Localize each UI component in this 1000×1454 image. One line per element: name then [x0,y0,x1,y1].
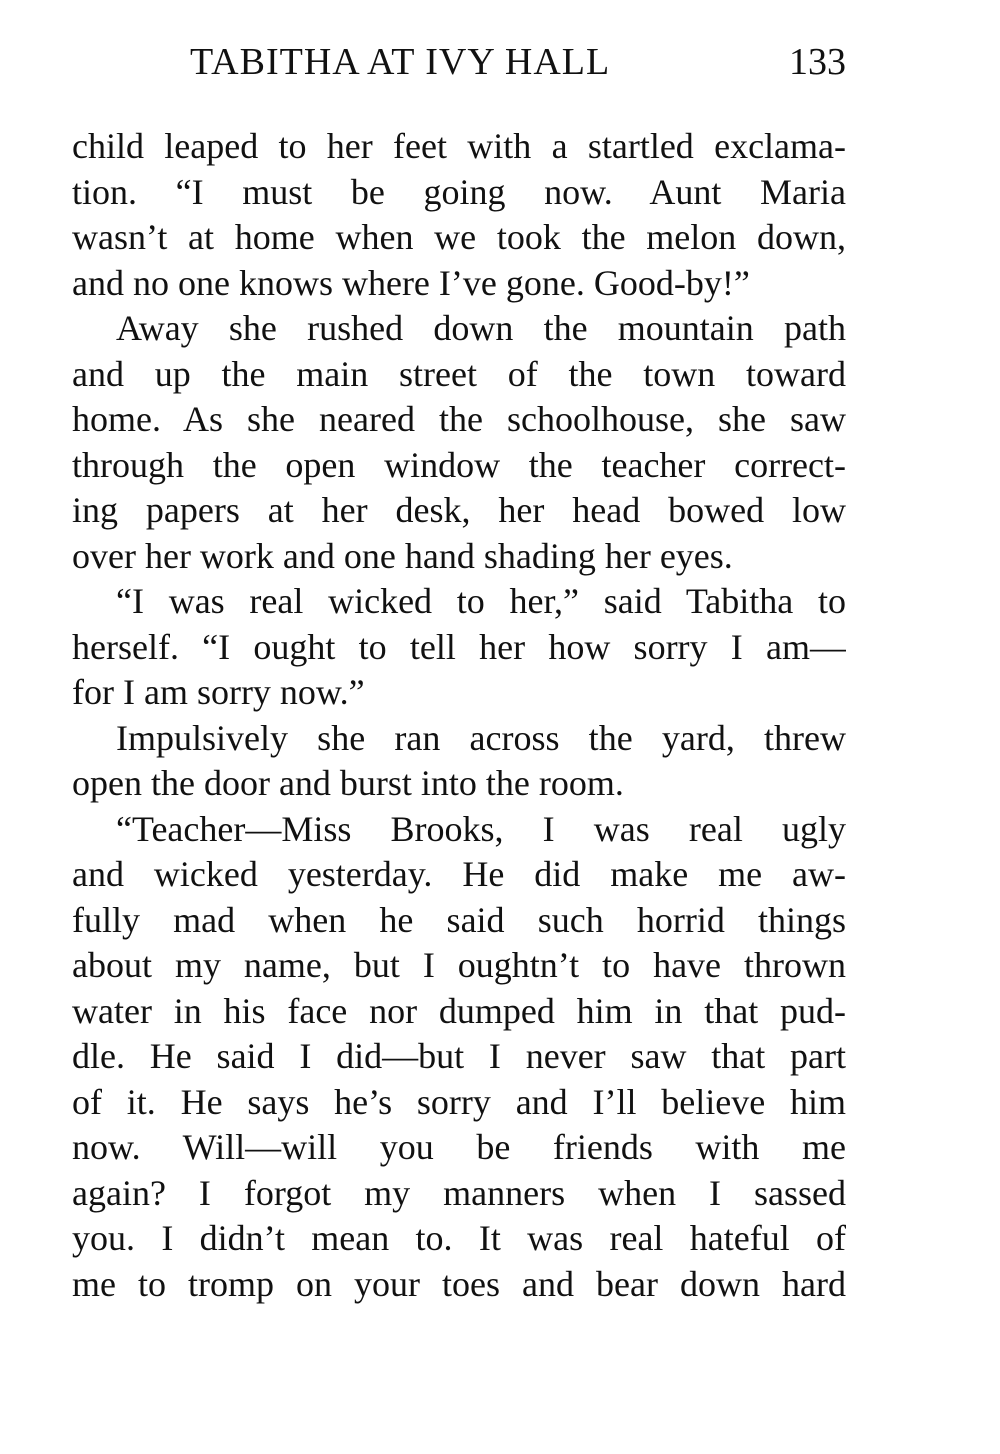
text-line: Away she rushed down the mountain path [116,308,846,348]
text-line: home. As she neared the schoolhouse, she saw [72,399,846,439]
text-line: and up the main street of the town toward [72,353,846,394]
text-line: open the door and burst into the room. [72,763,624,803]
text-line: for I am sorry now.” [72,672,365,712]
body-text [72,124,846,1307]
text-line: wasn’t at home when we took the melon down, [72,217,846,257]
text-line: ing papers at her desk, her head bowed low [72,490,846,530]
running-title: TABITHA AT IVY HALL [190,41,611,83]
text-line: Impulsively she ran across the yard, threw [116,717,846,758]
text-line: about my name, but I oughtn’t to have thrown [72,945,846,985]
text-line: “I was real wicked to her,” said Tabitha to [116,581,846,621]
running-header [72,40,846,92]
text-line: me to tromp on your toes and bear down hard [72,1263,846,1304]
text-line: water in his face nor dumped him in that pud- [72,990,846,1031]
text-line: herself. “I ought to tell her how sorry I am— [72,626,846,667]
page-number: 133 [789,41,846,83]
text-line: and no one knows where I’ve gone. Good-by!” [72,262,750,303]
text-line: “Teacher—Miss Brooks, I was real ugly [116,808,846,849]
text-line: of it. He says he’s sorry and I’ll believe him [72,1081,846,1122]
text-line: you. I didn’t mean to. It was real hateful of [72,1218,846,1258]
text-line: fully mad when he said such horrid things [72,899,846,940]
text-line: now. Will—will you be friends with me [72,1127,846,1167]
text-line: dle. He said I did—but I never saw that part [72,1036,846,1076]
text-line: child leaped to her feet with a startled exclama- [72,126,846,166]
text-line: tion. “I must be going now. Aunt Maria [72,171,846,212]
text-line: and wicked yesterday. He did make me aw- [72,854,846,894]
text-line: through the open window the teacher correct- [72,444,846,485]
text-line: again? I forgot my manners when I sassed [72,1172,846,1213]
text-line: over her work and one hand shading her eyes. [72,535,733,576]
